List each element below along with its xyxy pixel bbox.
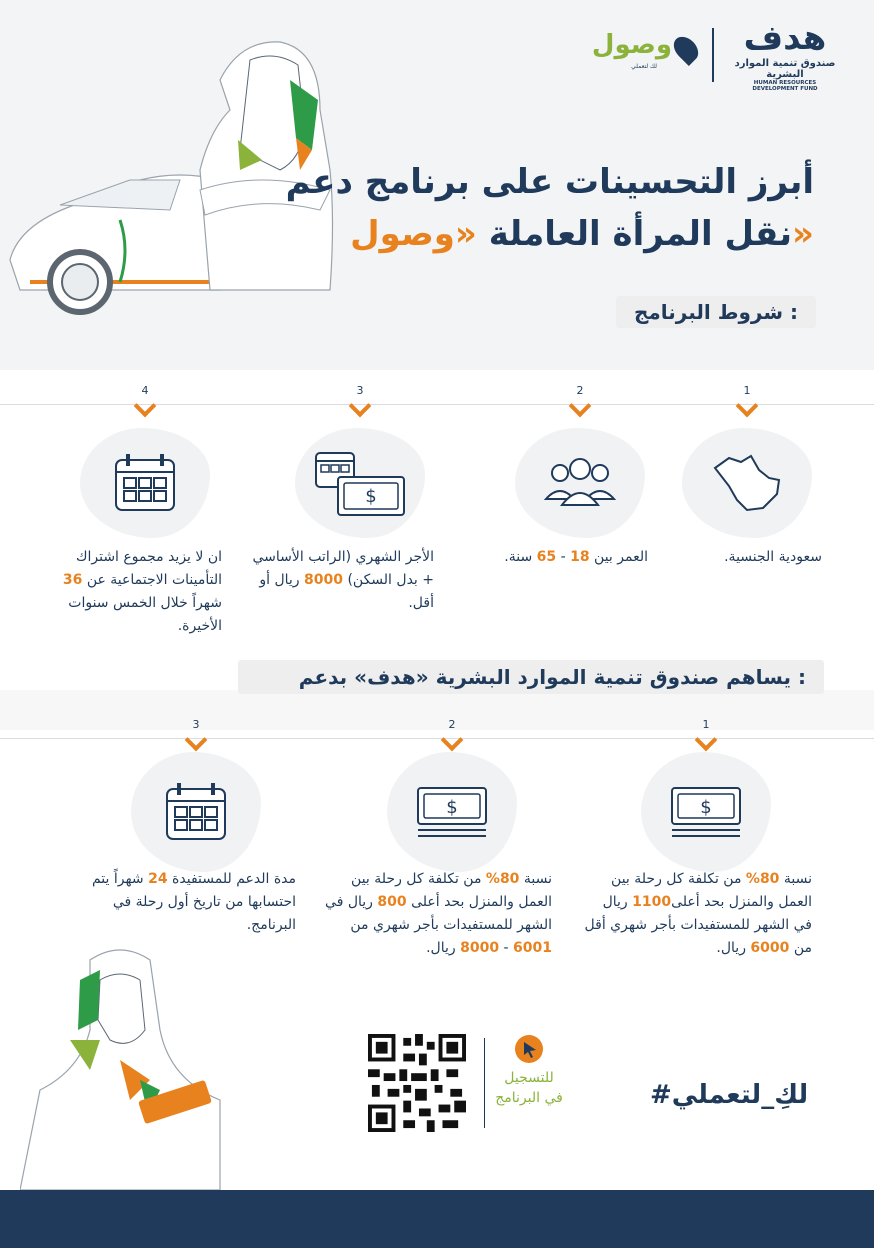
- step-description: [632, 546, 822, 569]
- qr-code[interactable]: [368, 1034, 466, 1132]
- highlight-value: 36: [62, 572, 83, 588]
- chevron-down-icon: [134, 395, 157, 418]
- support-heading: يساهم صندوق تنمية الموارد البشرية «هدف» بدعم :: [238, 660, 824, 694]
- chevron-down-icon: [695, 729, 718, 752]
- saudi-map-icon: [692, 428, 802, 538]
- step-number: 4: [141, 384, 149, 397]
- calendar-icon: [141, 752, 251, 872]
- register-link[interactable]: [484, 1034, 574, 1108]
- text-fragment: ريال.: [716, 940, 751, 956]
- footer-bar: [0, 1190, 874, 1248]
- text-fragment: شهراً يتم احتسابها من تاريخ أول رحلة في البرنامج.: [91, 871, 296, 933]
- text-fragment: مدة الدعم للمستفيدة: [167, 871, 296, 887]
- wusool-logo-name: وصول: [591, 30, 673, 60]
- middle-background: [0, 690, 874, 730]
- register-line1: للتسجيل: [504, 1070, 554, 1086]
- svg-text:$: $: [446, 797, 458, 818]
- step-number: 1: [702, 718, 710, 731]
- step-number: 3: [356, 384, 364, 397]
- woman-with-tablet-illustration: [20, 940, 240, 1190]
- highlight-value: 80%: [745, 871, 780, 887]
- step-description: [244, 546, 434, 615]
- chevron-down-icon: [185, 729, 208, 752]
- people-group-icon: [525, 428, 635, 538]
- chevron-down-icon: [441, 729, 464, 752]
- hadaf-logo-arabic: صندوق تنمية الموارد البشرية: [734, 58, 836, 80]
- text-fragment: ريال في الشهر للمستفيدات بأجر شهري من: [325, 894, 552, 933]
- step-number: 2: [576, 384, 584, 397]
- svg-text:$: $: [700, 797, 712, 818]
- text-fragment: العمر بين: [589, 549, 648, 565]
- text-fragment: نسبة: [519, 871, 552, 887]
- highlight-value: 8000: [460, 940, 500, 956]
- cursor-click-icon: [514, 1034, 544, 1064]
- svg-text:$: $: [365, 486, 377, 507]
- money-bill-icon: [651, 752, 761, 872]
- highlight-value: 65: [536, 549, 557, 565]
- step-description: [322, 868, 552, 960]
- program-name: «وصول»: [350, 214, 814, 254]
- hadaf-logo: [730, 18, 840, 94]
- chevron-down-icon: [736, 395, 759, 418]
- text-fragment: -: [499, 940, 514, 956]
- calendar-icon: [90, 428, 200, 538]
- location-pin-icon: [669, 32, 703, 66]
- step-description: [66, 868, 296, 937]
- highlight-value: 6001: [513, 940, 552, 956]
- step-number: 1: [743, 384, 751, 397]
- hadaf-logo-mark: هدف: [743, 18, 827, 58]
- campaign-hashtag: #لكِ_لتعملي: [650, 1080, 809, 1110]
- highlight-value: 8000: [304, 572, 343, 588]
- calendar-money-icon: [305, 428, 415, 538]
- highlight-value: 24: [148, 871, 168, 887]
- hadaf-logo-english: HUMAN RESOURCES DEVELOPMENT FUND: [752, 80, 818, 92]
- text-fragment: -: [556, 549, 571, 565]
- register-line2: في البرنامج: [495, 1090, 563, 1106]
- text-fragment: سعودية الجنسية.: [724, 549, 822, 565]
- text-fragment: سنة.: [504, 549, 537, 565]
- logo-divider: [712, 28, 714, 82]
- money-bill-icon: [397, 752, 507, 872]
- chevron-down-icon: [349, 395, 372, 418]
- page-title-line2: نقل المرأة العاملة «وصول»: [350, 214, 814, 254]
- highlight-value: 800: [377, 894, 407, 910]
- text-fragment: ريال أو أقل.: [259, 572, 434, 611]
- text-fragment: من تكلفة كل رحلة بين العمل والمنزل بحد أعلى: [351, 871, 552, 910]
- text-fragment: ريال.: [426, 940, 461, 956]
- step-description: [32, 546, 222, 638]
- step-number: 3: [192, 718, 200, 731]
- highlight-value: 18: [570, 549, 590, 565]
- text-fragment: شهراً خلال الخمس سنوات الأخيرة.: [68, 595, 222, 634]
- step-description: [458, 546, 648, 569]
- step-number: 2: [448, 718, 456, 731]
- step-description: [582, 868, 812, 960]
- support-separator: [0, 738, 874, 739]
- text-fragment: ان لا يزيد مجموع اشتراك التأمينات الاجتماعية عن: [75, 549, 222, 588]
- highlight-value: 6000: [750, 940, 790, 956]
- text-fragment: ريال في الشهر للمستفيدات بأجر شهري أقل من: [584, 894, 812, 956]
- conditions-heading: شروط البرنامج :: [616, 296, 816, 328]
- chevron-down-icon: [569, 395, 592, 418]
- highlight-value: 1100: [632, 894, 672, 910]
- wusool-logo-tagline: لك لتعملي: [631, 62, 657, 70]
- highlight-value: 80%: [485, 871, 520, 887]
- text-fragment: الأجر الشهري (الراتب الأساسي + بدل السكن): [252, 549, 434, 588]
- wusool-logo: [589, 30, 699, 80]
- text-fragment: من تكلفة كل رحلة بين العمل والمنزل بحد أعلى: [611, 871, 812, 910]
- page-title-line1: أبرز التحسينات على برنامج دعم: [285, 162, 814, 202]
- text-fragment: نسبة: [779, 871, 812, 887]
